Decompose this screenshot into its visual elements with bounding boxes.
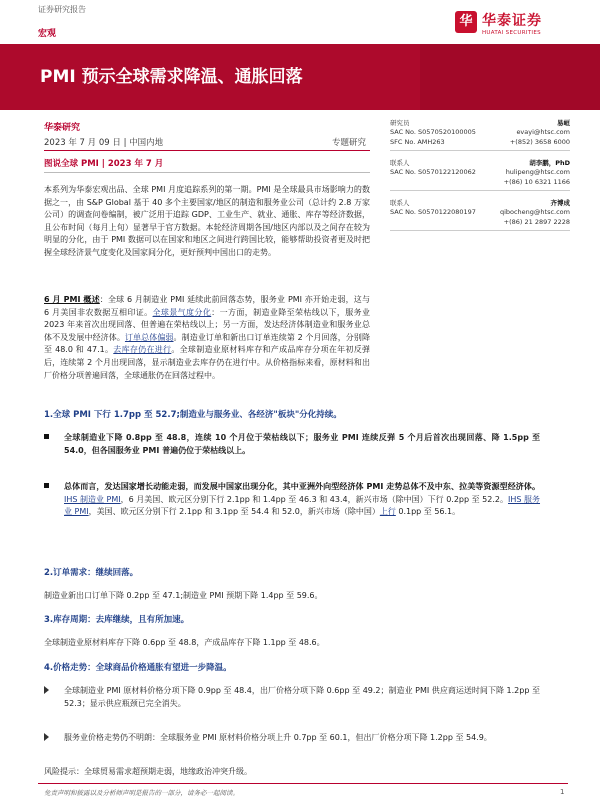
section-4-bullet-1: [44, 685, 559, 710]
analyst-email[interactable]: hulipeng@htsc.com: [505, 168, 570, 176]
page-number: 1: [560, 788, 565, 796]
overview-link-destocking[interactable]: 去库存仍在进行: [113, 345, 172, 355]
bullet-bold-text: 总体而言，发达国家增长动能走弱，而发展中国家出现分化，其中亚洲外向型经济体 PMI 走势总体不及中东、拉美等资源型经济体。: [64, 482, 540, 491]
divider: [390, 190, 570, 191]
report-region: 中国内地: [129, 138, 164, 148]
report-date: 2023 年 7 月 09 日: [44, 138, 121, 148]
overview-label: 6 月 PMI 概述: [44, 295, 100, 304]
bullet-text: [64, 481, 540, 519]
divider: [44, 150, 370, 151]
analyst-phone: +(86) 10 6321 1166: [503, 178, 570, 186]
logo-mark-icon: 华: [455, 11, 477, 33]
risk-warning: 风险提示：全球贸易需求超预期走弱，地缘政治冲突升级。: [44, 767, 252, 776]
footer-disclaimer: 免责声明和披露以及分析师声明是报告的一部分，请务必一起阅读。: [44, 789, 239, 797]
department-label: 华泰研究: [44, 123, 81, 133]
analyst-phone: +(86) 21 2897 2228: [503, 218, 570, 226]
series-subhead: 图说全球 PMI | 2023 年 7 月: [44, 159, 164, 169]
section-3-text: 全球制造业原材料库存下降 0.6pp 至 48.8，产成品库存下降 1.1pp 至 48.6。: [44, 638, 325, 647]
dateline: [44, 136, 163, 148]
analyst-phone: +(852) 3658 6000: [509, 138, 570, 146]
logo-text-en: HUATAI SECURITIES: [482, 30, 541, 36]
overview-text: 。制造业订单和新出口订单连续第 2 个月回落，分别降至 48.0 和 47.1。: [44, 332, 370, 355]
analyst-name: 易峘: [557, 119, 570, 127]
report-kind: 专题研究: [332, 138, 367, 148]
bullet-text-part: ，美国、欧元区分别下行 2.1pp 和 3.1pp 至 54.4 和 52.0，新兴市场（除中国）: [88, 507, 380, 517]
section-4-bullet-2: [44, 732, 559, 745]
banner-decoration: [420, 44, 600, 110]
report-title: PMI 预示全球需求降温、通胀回落: [40, 67, 303, 87]
overview-link-orders[interactable]: 订单总体偏弱: [124, 332, 174, 342]
analyst-license-sfc: SFC No. AMH263: [390, 138, 445, 146]
footer-divider: [38, 783, 568, 784]
overview-text: ：一方面，制造业降至荣枯线以下，服务业 2023 年来首次出现回落、但普遍在荣枯线以上；另一方面，发达经济体制造业和服务业总体不及发展中经济体。: [44, 307, 371, 342]
overview-link-divergence[interactable]: 全球景气度分化: [152, 307, 212, 317]
bullet-text-part: ，6 月美国、欧元区分别下行 2.1pp 和 1.4pp 至 46.3 和 43.4，新兴市场（除中国）下行 0.2pp 至 52.2。: [120, 494, 508, 504]
analyst-email[interactable]: evayi@htsc.com: [516, 128, 570, 136]
overview-text: ：全球 6 月制造业 PMI 延续此前回落态势，服务业 PMI 亦开始走弱，这与 6 月美国非农数据互相印证。: [44, 295, 370, 317]
analyst-license: SAC No. S0570122080197: [390, 208, 476, 216]
company-logo: [455, 10, 575, 42]
divider: [44, 172, 370, 173]
bullet-text-part: 0.1pp 至 56.1。: [395, 507, 461, 517]
square-bullet-icon: [44, 434, 49, 439]
analyst-role: 联系人: [390, 199, 410, 207]
analyst-email[interactable]: qibocheng@htsc.com: [499, 208, 570, 216]
divider: [390, 230, 570, 231]
intro-paragraph: 本系列为华泰宏观出品、全球 PMI 月度追踪系列的第一期。PMI 是全球最具市场影响力的数据之一，由 S&P Global 基于 40 多个主要国家/地区的制造和服务业公司（总计约 2.8 万家公司）的调查问卷编制，被广泛用于追踪 GDP、工业生产、就业、通胀、库存等经济数据，且公布时间（每月上旬）显著早于官方数据。本轮经济周期各国/地区内部以及之间存在较为明显的分化，由于 PMI 数据可以在国家和地区之间进行跨国比较，能够帮助投资者更及时把握全球经济景气度变化及国家间分化，更好预判中国出口的走势。: [44, 185, 370, 257]
square-bullet-icon: [44, 483, 49, 488]
analyst-license: SAC No. S0570520100005: [390, 128, 476, 136]
logo-text-cn: 华泰证券: [482, 13, 542, 29]
link-ihs-services[interactable]: IHS 服务业 PMI: [64, 494, 541, 517]
analyst-name: 齐博成: [550, 199, 570, 207]
link-upward[interactable]: 上行: [379, 507, 396, 517]
analyst-name: 胡李鹏，PhD: [529, 159, 570, 167]
separator: |: [123, 138, 130, 148]
bullet-text: 服务业价格走势仍不明朗：全球服务业 PMI 原材料价格分项上升 0.7pp 至 60.1，但出厂价格分项下降 1.2pp 至 54.9。: [64, 733, 492, 742]
analyst-role: 联系人: [390, 159, 410, 167]
section-3-title: 3.库存周期：去库继续，且有所加速。: [44, 615, 190, 625]
overview-text: 。全球制造业原材料库存和产成品库存分项在年初反弹后，连续第 2 个月出现回落，显示制造业去库存仍在进行中。从价格指标来看，原材料和出厂价格分项普遍回落，全球通胀仍在回落过程中。: [44, 345, 370, 380]
link-ihs-manufacturing[interactable]: IHS 制造业 PMI: [64, 494, 121, 504]
arrow-bullet-icon: [44, 686, 49, 694]
bullet-text: 全球制造业 PMI 原材料价格分项下降 0.9pp 至 48.4，出厂价格分项下降 0.6pp 至 49.2；制造业 PMI 供应商运送时间下降 1.2pp 至 52.3；显示供应瓶颈已完全消失。: [64, 686, 540, 708]
section-1-title: 1.全球 PMI 下行 1.7pp 至 52.7;制造业与服务业、各经济"板块"分化持续。: [44, 410, 342, 420]
divider: [390, 150, 570, 151]
analyst-license: SAC No. S0570122120062: [390, 168, 476, 176]
section-2-title: 2.订单需求：继续回落。: [44, 568, 139, 578]
section-4-title: 4.价格走势：全球商品价格通胀有望进一步降温。: [44, 663, 232, 673]
category-label: 宏观: [38, 29, 57, 39]
section-1-bullet-1: [44, 432, 559, 457]
analyst-role: 研究员: [390, 119, 410, 127]
bullet-text: 全球制造业下降 0.8pp 至 48.8，连续 10 个月位于荣枯线以下；服务业 PMI 连续反弹 5 个月后首次出现回落、降 1.5pp 至 54.0，但各国服务业 PMI 普遍仍位于荣枯线以上。: [64, 433, 540, 455]
arrow-bullet-icon: [44, 733, 49, 741]
section-1-bullet-2: [44, 481, 559, 519]
section-2-text: 制造业新出口订单下降 0.2pp 至 47.1;制造业 PMI 预期下降 1.4pp 至 59.6。: [44, 591, 323, 600]
overview-paragraph: [44, 294, 370, 382]
report-type-label: 证券研究报告: [38, 5, 86, 14]
